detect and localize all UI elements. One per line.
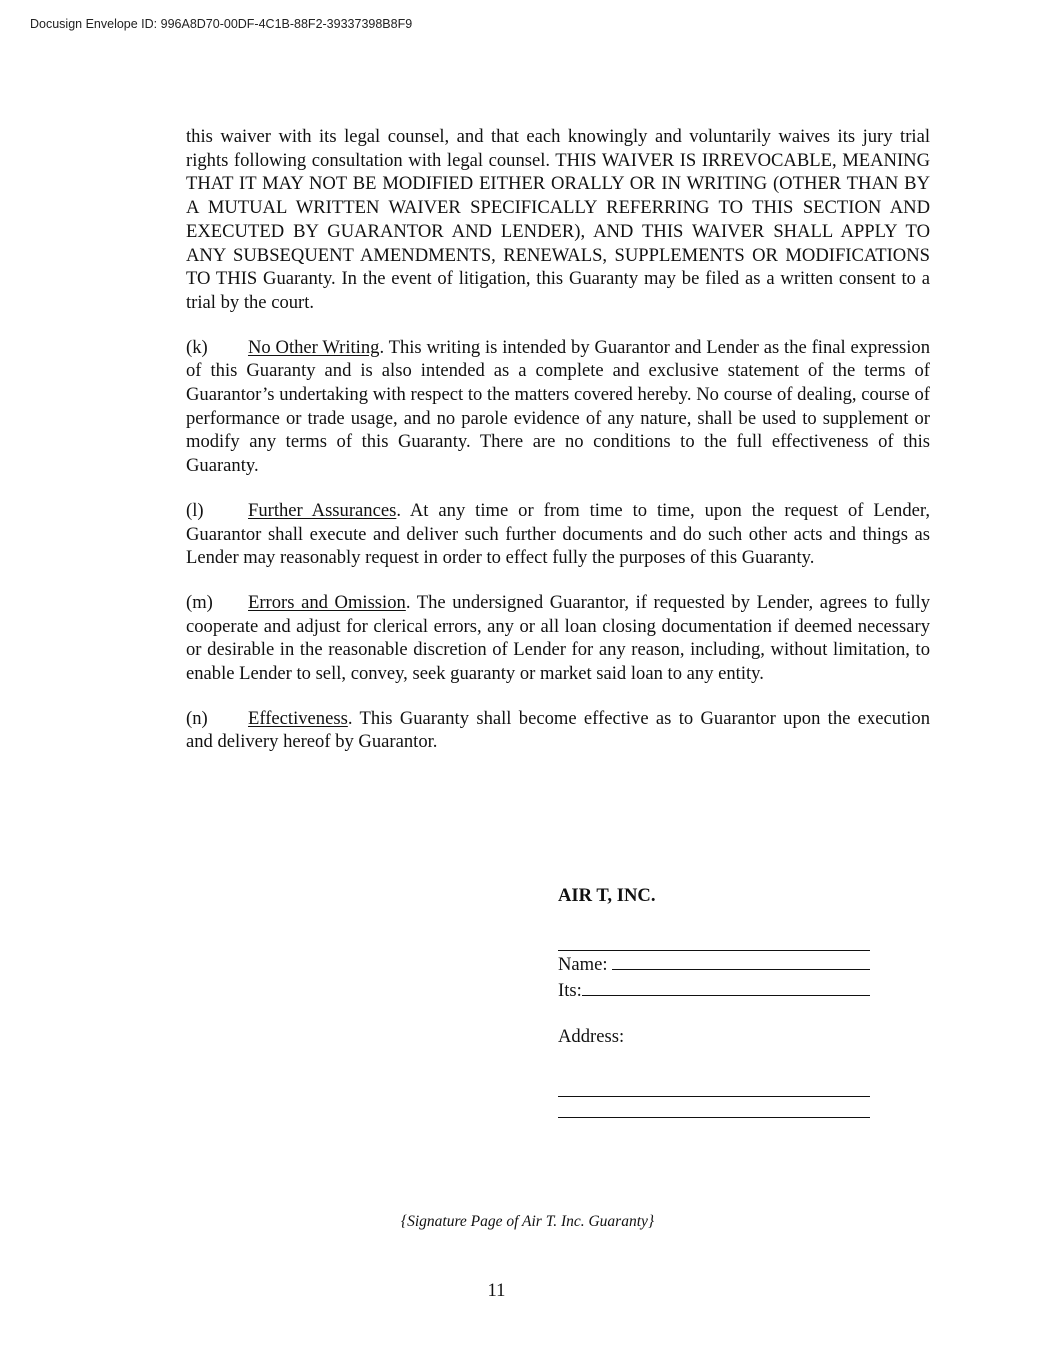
- section-text: . The undersigned Guarantor, if requested by Lender, agrees to fully cooperate and adjust for clerical errors, any or all loan closing documentation if deemed necessary or desirable in the reasonable discretion of Lender for any reason, including, without limitation, to enable Lender to sell, convey, seek guaranty or market said loan to any entity.: [186, 591, 930, 685]
- section-text: . At any time or from time to time, upon the request of Lender, Guarantor shall execute and deliver such further documents and do such other acts and things as Lender may reasonably request in order to effect fully the purposes of this Guaranty.: [186, 499, 930, 569]
- section-heading: Effectiveness: [248, 707, 348, 729]
- signature-line[interactable]: [558, 930, 870, 951]
- signature-page-note: {Signature Page of Air T. Inc. Guaranty}: [400, 1213, 655, 1230]
- section-heading: Further Assurances: [248, 499, 397, 521]
- section-l: [186, 499, 930, 570]
- its-field: [558, 977, 870, 1003]
- its-line[interactable]: [582, 977, 870, 996]
- name-field: [558, 951, 870, 977]
- page-number: 11: [487, 1280, 506, 1301]
- section-label: (n): [186, 707, 208, 729]
- section-m: [186, 591, 930, 686]
- section-k: [186, 336, 930, 478]
- section-heading: Errors and Omission: [248, 591, 406, 613]
- address-line-2[interactable]: [558, 1097, 870, 1118]
- company-name: AIR T, INC.: [558, 885, 656, 906]
- address-label: Address:: [558, 1026, 625, 1047]
- docusign-envelope-id: Docusign Envelope ID: 996A8D70-00DF-4C1B-88F2-39337398B8F9: [30, 17, 413, 31]
- section-label: (m): [186, 591, 213, 613]
- section-heading: No Other Writing: [248, 336, 380, 358]
- signature-block: [558, 884, 870, 1118]
- document-body: [186, 125, 930, 775]
- name-label: Name:: [558, 954, 608, 975]
- section-label: (k): [186, 336, 208, 358]
- name-line[interactable]: [612, 951, 870, 970]
- intro-paragraph: this waiver with its legal counsel, and that each knowingly and voluntarily waives its jury trial rights following consultation with legal counsel. THIS WAIVER IS IRREVOCABLE, MEANING THAT IT MAY NOT BE MODIFIED EITHER ORALLY OR IN WRITING (OTHER THAN BY A MUTUAL WRITTEN WAIVER SPECIFICALLY REFERRING TO THIS SECTION AND EXECUTED BY GUARANTOR AND LENDER), AND THIS WAIVER SHALL APPLY TO ANY SUBSEQUENT AMENDMENTS, RENEWALS, SUPPLEMENTS OR MODIFICATIONS TO THIS Guaranty. In the event of litigation, this Guaranty may be filed as a written consent to a trial by the court.: [186, 126, 930, 313]
- section-label: (l): [186, 499, 204, 521]
- section-n: [186, 707, 930, 754]
- section-text: . This writing is intended by Guarantor and Lender as the final expression of this Guaranty and is also intended as a complete and exclusive statement of the terms of Guarantor’s undertaking with respect to the matters covered hereby. No course of dealing, course of performance or trade usage, and no parole evidence of any nature, shall be used to supplement or modify any terms of this Guaranty. There are no conditions to the full effectiveness of this Guaranty.: [186, 336, 931, 477]
- address-line-1[interactable]: [558, 1075, 870, 1097]
- its-label: Its:: [558, 980, 582, 1001]
- section-text: . This Guaranty shall become effective as to Guarantor upon the execution and delivery hereof by Guarantor.: [186, 707, 930, 753]
